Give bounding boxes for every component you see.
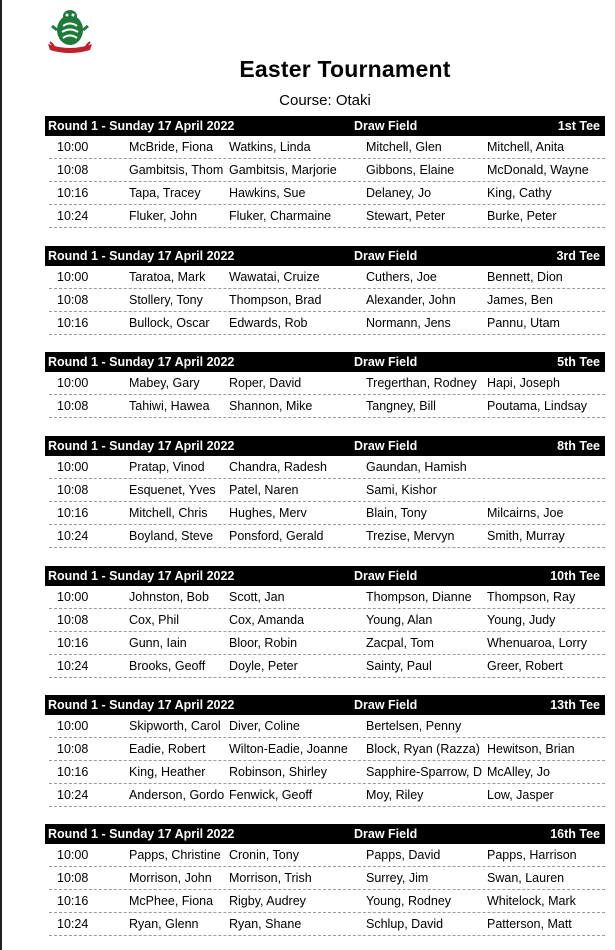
field-label: Draw Field (354, 119, 418, 133)
field-label: Draw Field (354, 698, 418, 712)
tee-group (45, 436, 605, 548)
player-name: Cronin, Tony (229, 848, 299, 862)
tee-group (45, 566, 605, 678)
player-name: Bennett, Dion (487, 270, 563, 284)
player-name: Young, Rodney (366, 894, 452, 908)
player-name: Papps, Harrison (487, 848, 577, 862)
table-row (45, 586, 605, 609)
player-name: Gunn, Iain (129, 636, 187, 650)
player-name: Thompson, Dianne (366, 590, 472, 604)
player-name: Sainty, Paul (366, 659, 432, 673)
table-row (45, 395, 605, 418)
player-name: Fluker, Charmaine (229, 209, 332, 223)
player-name: Hughes, Merv (229, 506, 307, 520)
tee-time: 10:08 (57, 483, 89, 497)
player-name: Pannu, Utam (487, 316, 560, 330)
player-name: Fenwick, Geoff (229, 788, 313, 802)
player-name: Watkins, Linda (229, 140, 311, 154)
player-name: Brooks, Geoff (129, 659, 206, 673)
page-left-border (0, 0, 2, 950)
table-row (45, 205, 605, 228)
tee-time: 10:16 (57, 506, 89, 520)
player-name: Low, Jasper (487, 788, 554, 802)
player-name: McDonald, Wayne (487, 163, 589, 177)
player-name: Doyle, Peter (229, 659, 298, 673)
player-name: Sami, Kishor (366, 483, 437, 497)
tee-time: 10:24 (57, 917, 89, 931)
player-name: Burke, Peter (487, 209, 557, 223)
player-name: James, Ben (487, 293, 554, 307)
player-name: Surrey, Jim (366, 871, 429, 885)
tee-time: 10:24 (57, 209, 89, 223)
tee-group (45, 352, 605, 418)
player-name: Gibbons, Elaine (366, 163, 455, 177)
tee-time: 10:16 (57, 765, 89, 779)
player-name: Poutama, Lindsay (487, 399, 588, 413)
player-name: Edwards, Rob (229, 316, 308, 330)
round-label: Round 1 - Sunday 17 April 2022 (48, 698, 235, 712)
player-name: Eadie, Robert (129, 742, 206, 756)
group-header (45, 695, 605, 715)
table-row (45, 890, 605, 913)
field-label: Draw Field (354, 569, 418, 583)
player-name: Gambitsis, Marjorie (229, 163, 337, 177)
player-name: Smith, Murray (487, 529, 565, 543)
table-row (45, 655, 605, 678)
round-label: Round 1 - Sunday 17 April 2022 (48, 439, 235, 453)
table-row (45, 479, 605, 502)
player-name: Schlup, David (366, 917, 444, 931)
field-label: Draw Field (354, 355, 418, 369)
table-row (45, 913, 605, 936)
player-name: Hewitson, Brian (487, 742, 575, 756)
round-label: Round 1 - Sunday 17 April 2022 (48, 355, 235, 369)
tee-time: 10:08 (57, 399, 89, 413)
tee-time: 10:24 (57, 529, 89, 543)
club-crest-icon (44, 6, 96, 54)
player-name: Roper, David (229, 376, 302, 390)
player-name: Milcairns, Joe (487, 506, 564, 520)
player-name: Alexander, John (366, 293, 456, 307)
course-name: Course: Otaki (279, 92, 371, 109)
player-name: King, Cathy (487, 186, 552, 200)
player-name: Boyland, Steve (129, 529, 214, 543)
table-row (45, 312, 605, 335)
table-row (45, 738, 605, 761)
player-name: Mabey, Gary (129, 376, 200, 390)
tee-time: 10:16 (57, 894, 89, 908)
tee-time: 10:08 (57, 742, 89, 756)
table-row (45, 159, 605, 182)
tee-time: 10:00 (57, 460, 89, 474)
player-name: Young, Judy (487, 613, 556, 627)
player-name: Stollery, Tony (129, 293, 203, 307)
tee-time: 10:08 (57, 871, 89, 885)
player-name: Bloor, Robin (229, 636, 298, 650)
player-name: Stewart, Peter (366, 209, 446, 223)
player-name: Thompson, Ray (487, 590, 576, 604)
tee-label: 1st Tee (557, 119, 600, 133)
tee-label: 5th Tee (557, 355, 600, 369)
tee-label: 8th Tee (557, 439, 600, 453)
table-row (45, 761, 605, 784)
player-name: McAlley, Jo (487, 765, 550, 779)
tee-time: 10:00 (57, 719, 89, 733)
player-name: Cuthers, Joe (366, 270, 437, 284)
player-name: Johnston, Bob (129, 590, 209, 604)
table-row (45, 502, 605, 525)
player-name: Bullock, Oscar (129, 316, 210, 330)
tee-time: 10:08 (57, 163, 89, 177)
table-row (45, 372, 605, 395)
group-header (45, 352, 605, 372)
player-name: Ryan, Glenn (129, 917, 199, 931)
tee-time: 10:24 (57, 788, 89, 802)
player-name: Papps, Christine (129, 848, 221, 862)
player-name: Blain, Tony (366, 506, 427, 520)
tee-time: 10:16 (57, 186, 89, 200)
player-name: Ponsford, Gerald (229, 529, 324, 543)
player-name: Fluker, John (129, 209, 198, 223)
round-label: Round 1 - Sunday 17 April 2022 (48, 569, 235, 583)
player-name: King, Heather (129, 765, 206, 779)
player-name: Chandra, Radesh (229, 460, 327, 474)
player-name: Swan, Lauren (487, 871, 565, 885)
tee-label: 16th Tee (550, 827, 600, 841)
player-name: Tapa, Tracey (129, 186, 201, 200)
table-row (45, 632, 605, 655)
player-name: Morrison, Trish (229, 871, 312, 885)
tee-group (45, 246, 605, 335)
tee-time: 10:08 (57, 293, 89, 307)
tee-time: 10:00 (57, 848, 89, 862)
tee-time: 10:00 (57, 270, 89, 284)
player-name: Esquenet, Yves (129, 483, 216, 497)
player-name: Tahiwi, Hawea (129, 399, 210, 413)
player-name: Sapphire-Sparrow, D (366, 765, 483, 779)
tee-label: 3rd Tee (556, 249, 600, 263)
player-name: Patterson, Matt (487, 917, 572, 931)
player-name: McBride, Fiona (129, 140, 214, 154)
table-row (45, 136, 605, 159)
player-name: Whitelock, Mark (487, 894, 576, 908)
player-name: Gaundan, Hamish (366, 460, 467, 474)
player-name: Mitchell, Anita (487, 140, 565, 154)
player-name: Hapi, Joseph (487, 376, 560, 390)
tee-group (45, 116, 605, 228)
player-name: Papps, David (366, 848, 441, 862)
player-name: Diver, Coline (229, 719, 300, 733)
field-label: Draw Field (354, 249, 418, 263)
tee-time: 10:16 (57, 636, 89, 650)
player-name: Taratoa, Mark (129, 270, 206, 284)
table-row (45, 182, 605, 205)
field-label: Draw Field (354, 827, 418, 841)
player-name: Morrison, John (129, 871, 212, 885)
player-name: Zacpal, Tom (366, 636, 434, 650)
tee-time: 10:00 (57, 590, 89, 604)
player-name: Mitchell, Glen (366, 140, 442, 154)
group-header (45, 566, 605, 586)
tee-time: 10:16 (57, 316, 89, 330)
table-row (45, 266, 605, 289)
player-name: McPhee, Fiona (129, 894, 214, 908)
round-label: Round 1 - Sunday 17 April 2022 (48, 119, 235, 133)
table-row (45, 715, 605, 738)
player-name: Normann, Jens (366, 316, 451, 330)
tee-label: 10th Tee (550, 569, 600, 583)
table-row (45, 609, 605, 632)
player-name: Pratap, Vinod (129, 460, 205, 474)
player-name: Whenuaroa, Lorry (487, 636, 588, 650)
group-header (45, 246, 605, 266)
player-name: Moy, Riley (366, 788, 424, 802)
player-name: Delaney, Jo (366, 186, 432, 200)
table-row (45, 867, 605, 890)
player-name: Anderson, Gordo (129, 788, 225, 802)
player-name: Mitchell, Chris (129, 506, 208, 520)
player-name: Wilton-Eadie, Joanne (229, 742, 348, 756)
tee-time: 10:00 (57, 376, 89, 390)
group-header (45, 116, 605, 136)
tee-time: 10:08 (57, 613, 89, 627)
player-name: Thompson, Brad (229, 293, 322, 307)
player-name: Scott, Jan (229, 590, 285, 604)
player-name: Shannon, Mike (229, 399, 313, 413)
field-label: Draw Field (354, 439, 418, 453)
player-name: Robinson, Shirley (229, 765, 327, 779)
player-name: Patel, Naren (229, 483, 299, 497)
player-name: Gambitsis, Thom (129, 163, 224, 177)
tee-group (45, 824, 605, 936)
table-row (45, 289, 605, 312)
player-name: Ryan, Shane (229, 917, 302, 931)
table-row (45, 844, 605, 867)
group-header (45, 824, 605, 844)
tee-group (45, 695, 605, 807)
player-name: Cox, Amanda (229, 613, 305, 627)
round-label: Round 1 - Sunday 17 April 2022 (48, 827, 235, 841)
table-row (45, 784, 605, 807)
page-title: Easter Tournament (239, 56, 451, 82)
group-header (45, 436, 605, 456)
player-name: Hawkins, Sue (229, 186, 306, 200)
player-name: Rigby, Audrey (229, 894, 306, 908)
player-name: Tregerthan, Rodney (366, 376, 477, 390)
player-name: Skipworth, Carol (129, 719, 221, 733)
player-name: Tangney, Bill (366, 399, 436, 413)
round-label: Round 1 - Sunday 17 April 2022 (48, 249, 235, 263)
player-name: Cox, Phil (129, 613, 180, 627)
table-row (45, 456, 605, 479)
player-name: Bertelsen, Penny (366, 719, 462, 733)
table-row (45, 525, 605, 548)
player-name: Trezise, Mervyn (366, 529, 455, 543)
player-name: Young, Alan (366, 613, 433, 627)
player-name: Greer, Robert (487, 659, 563, 673)
tee-time: 10:24 (57, 659, 89, 673)
player-name: Block, Ryan (Razza) (366, 742, 480, 756)
tee-label: 13th Tee (550, 698, 600, 712)
tee-time: 10:00 (57, 140, 89, 154)
player-name: Wawatai, Cruize (229, 270, 320, 284)
